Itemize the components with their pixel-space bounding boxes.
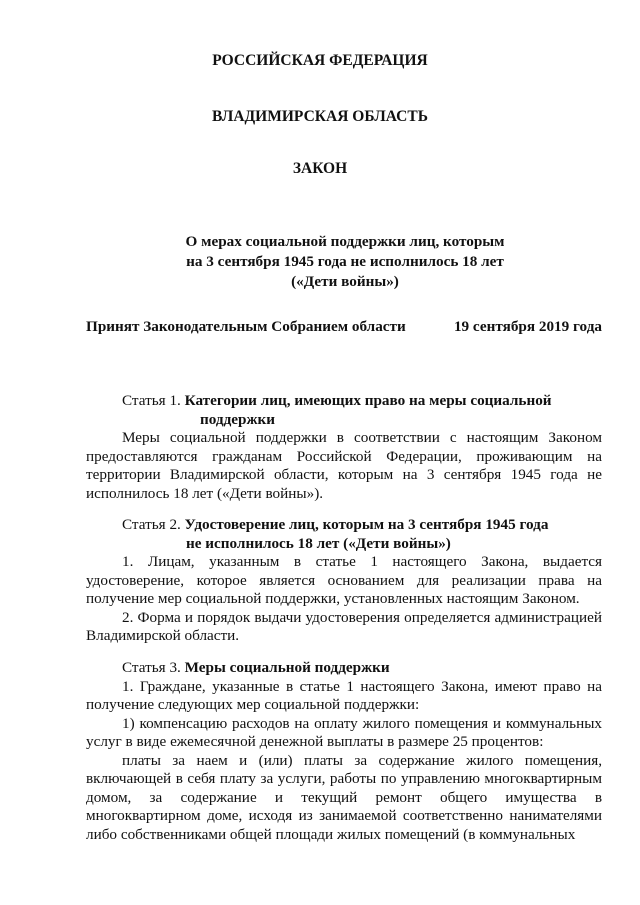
adoption-date: 19 сентября 2019 года: [453, 318, 602, 335]
article-paragraph: 1. Граждане, указанные в статье 1 настоящего Закона, имеют право на получение следующих мер социальной поддержки:: [86, 677, 602, 713]
article-title-cont: не исполнилось 18 лет («Дети войны»): [186, 534, 451, 552]
article-paragraph: 1) компенсацию расходов на оплату жилого помещения и коммунальных услуг в виде ежемесячной денежной выплаты в размере 25 процентов:: [86, 714, 602, 750]
header-country: РОССИЙСКАЯ ФЕДЕРАЦИЯ: [212, 52, 428, 69]
article-paragraph: платы за наем и (или) платы за содержание жилого помещения, включающей в себя плату за услуги, работы по управлению многоквартирным домом, за содержание и текущий ремонт общего имущества в многоквартирном доме, исходя из занимаемой соответственно нанимателями либо собственниками общей площади жилых помещений (в коммунальных: [86, 751, 602, 843]
article-2: [86, 516, 602, 646]
law-title: [160, 232, 530, 292]
article-3: [86, 659, 602, 844]
article-paragraph: Меры социальной поддержки в соответствии с настоящим Законом предоставляются гражданам Российской Федерации, проживающим на территории Владимирской области, которым на 3 сентября 1945 года не исполнилось 18 лет («Дети войны»).: [86, 429, 602, 502]
adoption-text: Принят Законодательным Собранием области: [86, 318, 406, 335]
article-paragraph: 2. Форма и порядок выдачи удостоверения определяется администрацией Владимирской области.: [86, 608, 602, 644]
article-number: Статья 3.: [122, 659, 185, 676]
article-paragraph: 1. Лицам, указанным в статье 1 настоящего Закона, выдается удостоверение, которое является основанием для реализации права на получение мер социальной поддержки, установленных настоящим Законом.: [86, 553, 602, 607]
header-region: ВЛАДИМИРСКАЯ ОБЛАСТЬ: [212, 108, 428, 125]
law-title-line: («Дети войны»): [291, 273, 399, 290]
law-title-line: на 3 сентября 1945 года не исполнилось 18 лет: [186, 253, 504, 270]
article-title: Удостоверение лиц, которым на 3 сентября 1945 года: [184, 516, 549, 533]
article-1: [86, 392, 602, 503]
article-title-cont: поддержки: [200, 410, 275, 428]
article-title: Категории лиц, имеющих право на меры социальной: [184, 392, 552, 409]
law-title-line: О мерах социальной поддержки лиц, которым: [185, 233, 505, 250]
article-number: Статья 2.: [122, 516, 185, 533]
article-number: Статья 1.: [122, 392, 185, 409]
header-doc-type: ЗАКОН: [292, 160, 348, 177]
article-title: Меры социальной поддержки: [184, 659, 390, 676]
adoption-line: [86, 318, 602, 336]
